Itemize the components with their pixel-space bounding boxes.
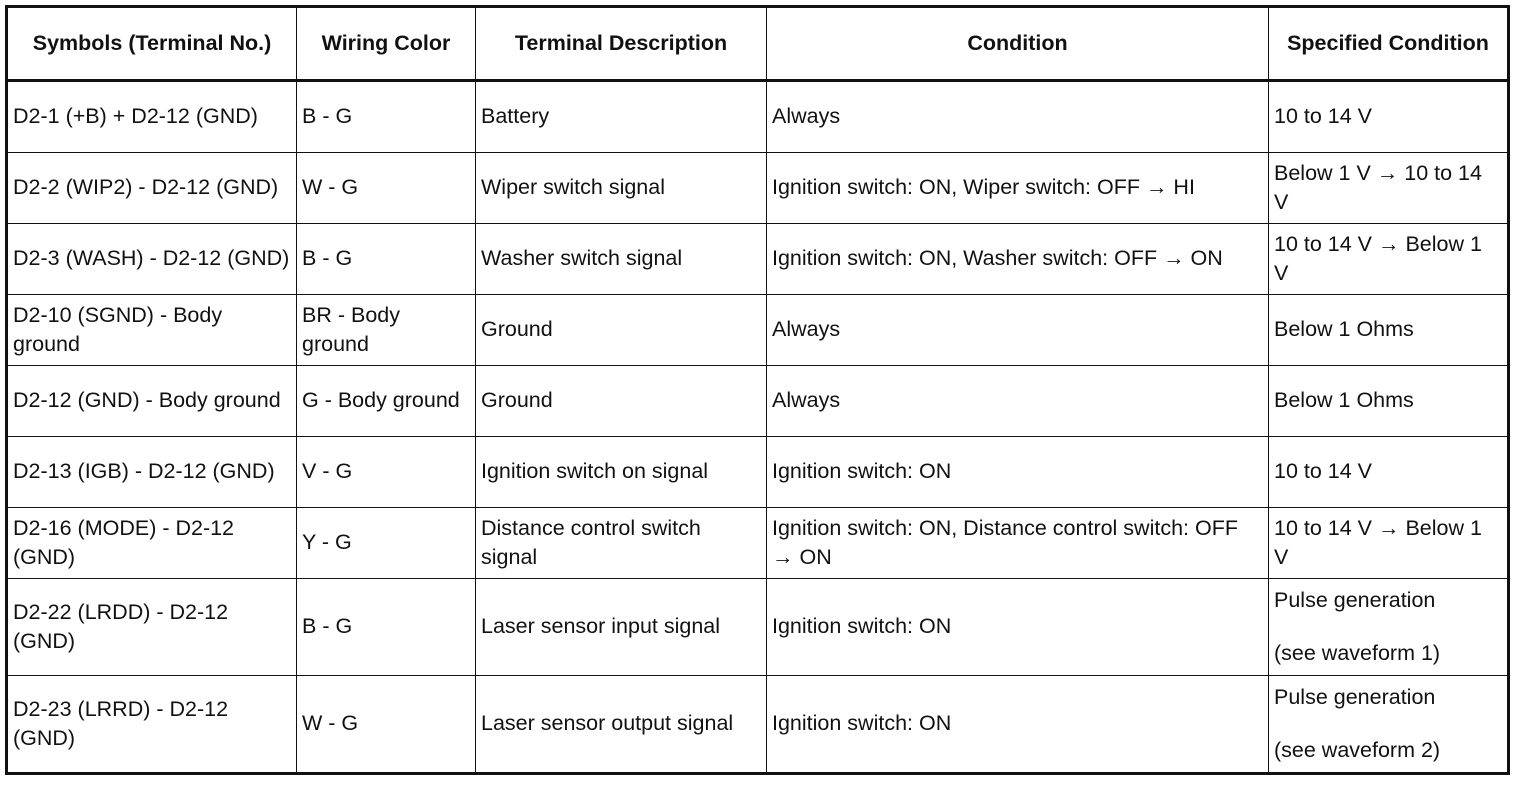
table-row (7, 437, 1509, 508)
cell-condition: Always (767, 366, 1269, 437)
cell-condition: Always (767, 81, 1269, 153)
cell-specified: Below 1 V → 10 to 14 V (1269, 153, 1509, 224)
header-condition: Condition (767, 7, 1269, 81)
cell-symbol: D2-1 (+B) + D2-12 (GND) (7, 81, 297, 153)
cell-condition: Ignition switch: ON, Washer switch: OFF → ON (767, 224, 1269, 295)
cell-specified: 10 to 14 V → Below 1 V (1269, 508, 1509, 579)
cell-description: Wiper switch signal (476, 153, 767, 224)
cell-wiring-color: Y - G (297, 508, 476, 579)
cell-condition: Always (767, 295, 1269, 366)
table-row (7, 81, 1509, 153)
line-gap (1274, 712, 1502, 736)
cell-symbol: D2-16 (MODE) - D2-12 (GND) (7, 508, 297, 579)
cell-specified: 10 to 14 V → Below 1 V (1269, 224, 1509, 295)
table-row (7, 579, 1509, 676)
cell-specified: Below 1 Ohms (1269, 366, 1509, 437)
terminal-spec-table-container (5, 5, 1510, 775)
cell-specified (1269, 579, 1509, 676)
cell-wiring-color: W - G (297, 153, 476, 224)
cell-description: Washer switch signal (476, 224, 767, 295)
header-wiring-color: Wiring Color (297, 7, 476, 81)
table-row (7, 153, 1509, 224)
table-row (7, 295, 1509, 366)
cell-condition: Ignition switch: ON (767, 676, 1269, 774)
cell-description: Ignition switch on signal (476, 437, 767, 508)
cell-symbol: D2-13 (IGB) - D2-12 (GND) (7, 437, 297, 508)
cell-wiring-color: G - Body ground (297, 366, 476, 437)
table-row (7, 224, 1509, 295)
cell-description: Distance control switch signal (476, 508, 767, 579)
cell-description: Battery (476, 81, 767, 153)
cell-specified: 10 to 14 V (1269, 81, 1509, 153)
cell-symbol: D2-22 (LRDD) - D2-12 (GND) (7, 579, 297, 676)
cell-specified: 10 to 14 V (1269, 437, 1509, 508)
cell-specified (1269, 676, 1509, 774)
cell-wiring-color: W - G (297, 676, 476, 774)
cell-description: Ground (476, 295, 767, 366)
cell-symbol: D2-10 (SGND) - Body ground (7, 295, 297, 366)
cell-description: Laser sensor output signal (476, 676, 767, 774)
cell-wiring-color: V - G (297, 437, 476, 508)
cell-symbol: D2-2 (WIP2) - D2-12 (GND) (7, 153, 297, 224)
cell-wiring-color: BR - Body ground (297, 295, 476, 366)
cell-description: Ground (476, 366, 767, 437)
specified-line-1: Pulse generation (1274, 587, 1436, 612)
cell-symbol: D2-3 (WASH) - D2-12 (GND) (7, 224, 297, 295)
cell-wiring-color: B - G (297, 579, 476, 676)
cell-condition: Ignition switch: ON, Wiper switch: OFF → HI (767, 153, 1269, 224)
specified-line-2: (see waveform 1) (1274, 641, 1441, 665)
table-header-row (7, 7, 1509, 81)
header-symbols: Symbols (Terminal No.) (7, 7, 297, 81)
line-gap (1274, 615, 1502, 639)
cell-condition: Ignition switch: ON (767, 579, 1269, 676)
cell-specified: Below 1 Ohms (1269, 295, 1509, 366)
specified-line-2: (see waveform 2) (1274, 738, 1441, 762)
cell-symbol: D2-23 (LRRD) - D2-12 (GND) (7, 676, 297, 774)
cell-wiring-color: B - G (297, 224, 476, 295)
table-row (7, 366, 1509, 437)
cell-wiring-color: B - G (297, 81, 476, 153)
table-row (7, 676, 1509, 774)
terminal-spec-table (5, 5, 1510, 775)
cell-condition: Ignition switch: ON (767, 437, 1269, 508)
specified-line-1: Pulse generation (1274, 684, 1436, 709)
header-terminal-description: Terminal Description (476, 7, 767, 81)
cell-symbol: D2-12 (GND) - Body ground (7, 366, 297, 437)
cell-condition: Ignition switch: ON, Distance control switch: OFF → ON (767, 508, 1269, 579)
header-specified-condition: Specified Condition (1269, 7, 1509, 81)
table-row (7, 508, 1509, 579)
cell-description: Laser sensor input signal (476, 579, 767, 676)
